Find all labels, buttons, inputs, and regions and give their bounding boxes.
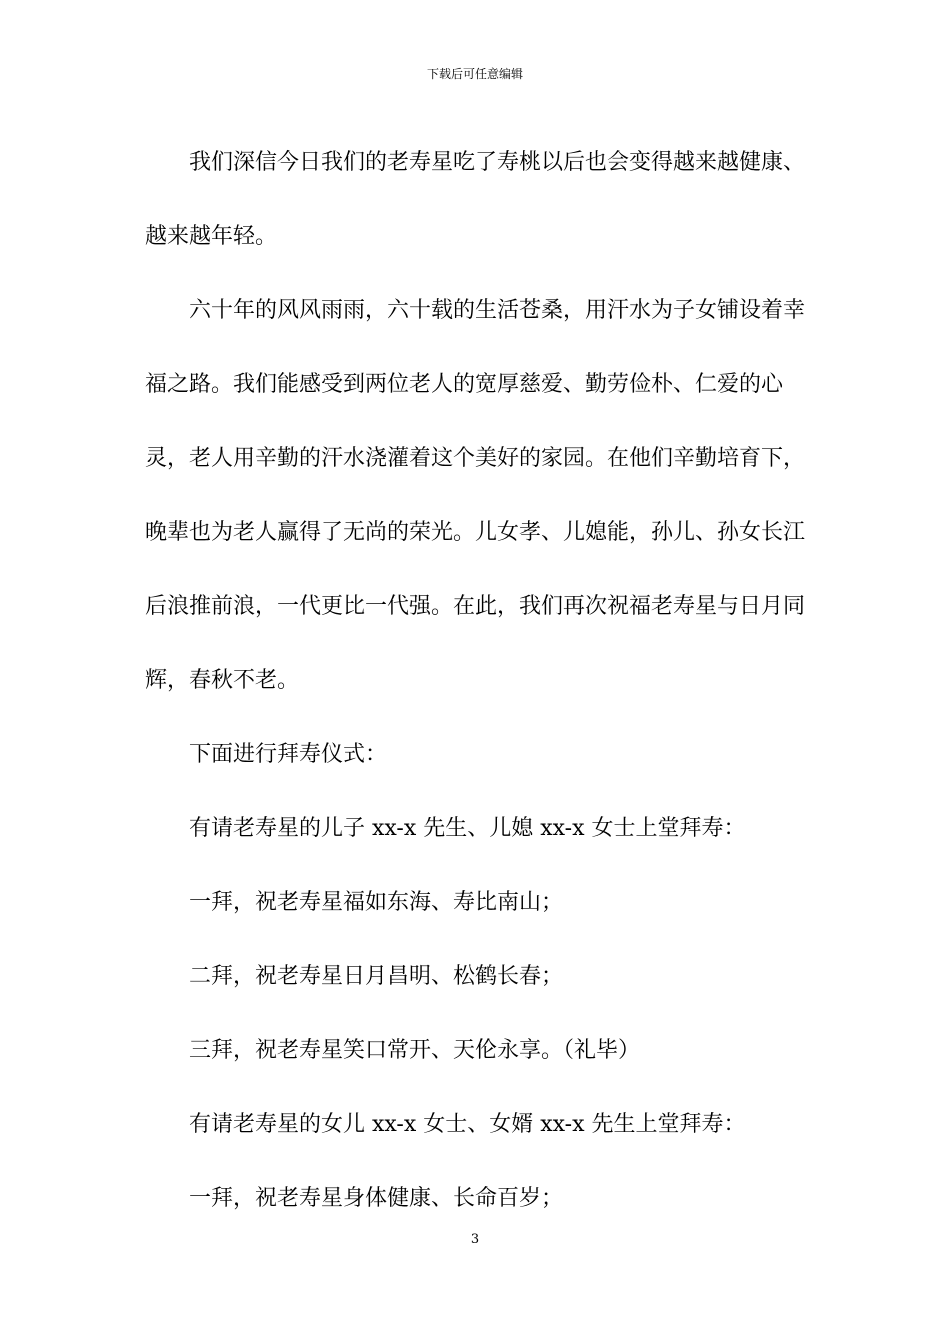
paragraph-4: 有请老寿星的儿子 xx-x 先生、儿媳 xx-x 女士上堂拜寿：: [189, 816, 746, 841]
paragraph-2: 六十年的风风雨雨，六十载的生活苍桑，用汗水为子女铺设着幸福之路。我们能感受到两位老人的宽厚慈爱、勤劳俭朴、仁爱的心灵，老人用辛勤的汗水浇灌着这个美好的家园。在他们辛勤培育下，晚辈也为老人赢得了无尚的荣光。儿女孝、儿媳能，孙儿、孙女长江后浪推前浪，一代更比一代强。在此，我们再次祝福老寿星与日月同辉，春秋不老。: [145, 298, 806, 693]
paragraph-6: 二拜，祝老寿星日月昌明、松鹤长春；: [189, 964, 564, 989]
paragraph-3: 下面进行拜寿仪式：: [189, 742, 388, 767]
paragraph-1: 我们深信今日我们的老寿星吃了寿桃以后也会变得越来越健康、越来越年轻。: [145, 150, 806, 249]
document-body: [145, 126, 825, 1236]
page-header: 下载后可任意编辑: [426, 67, 523, 81]
paragraph-8: 有请老寿星的女儿 xx-x 女士、女婿 xx-x 先生上堂拜寿：: [189, 1112, 746, 1137]
page-number: 3: [470, 1232, 480, 1247]
paragraph-7: 三拜，祝老寿星笑口常开、天伦永享。（礼毕）: [189, 1038, 641, 1063]
paragraph-5: 一拜，祝老寿星福如东海、寿比南山；: [189, 890, 564, 915]
paragraph-9: 一拜，祝老寿星身体健康、长命百岁；: [189, 1186, 564, 1211]
